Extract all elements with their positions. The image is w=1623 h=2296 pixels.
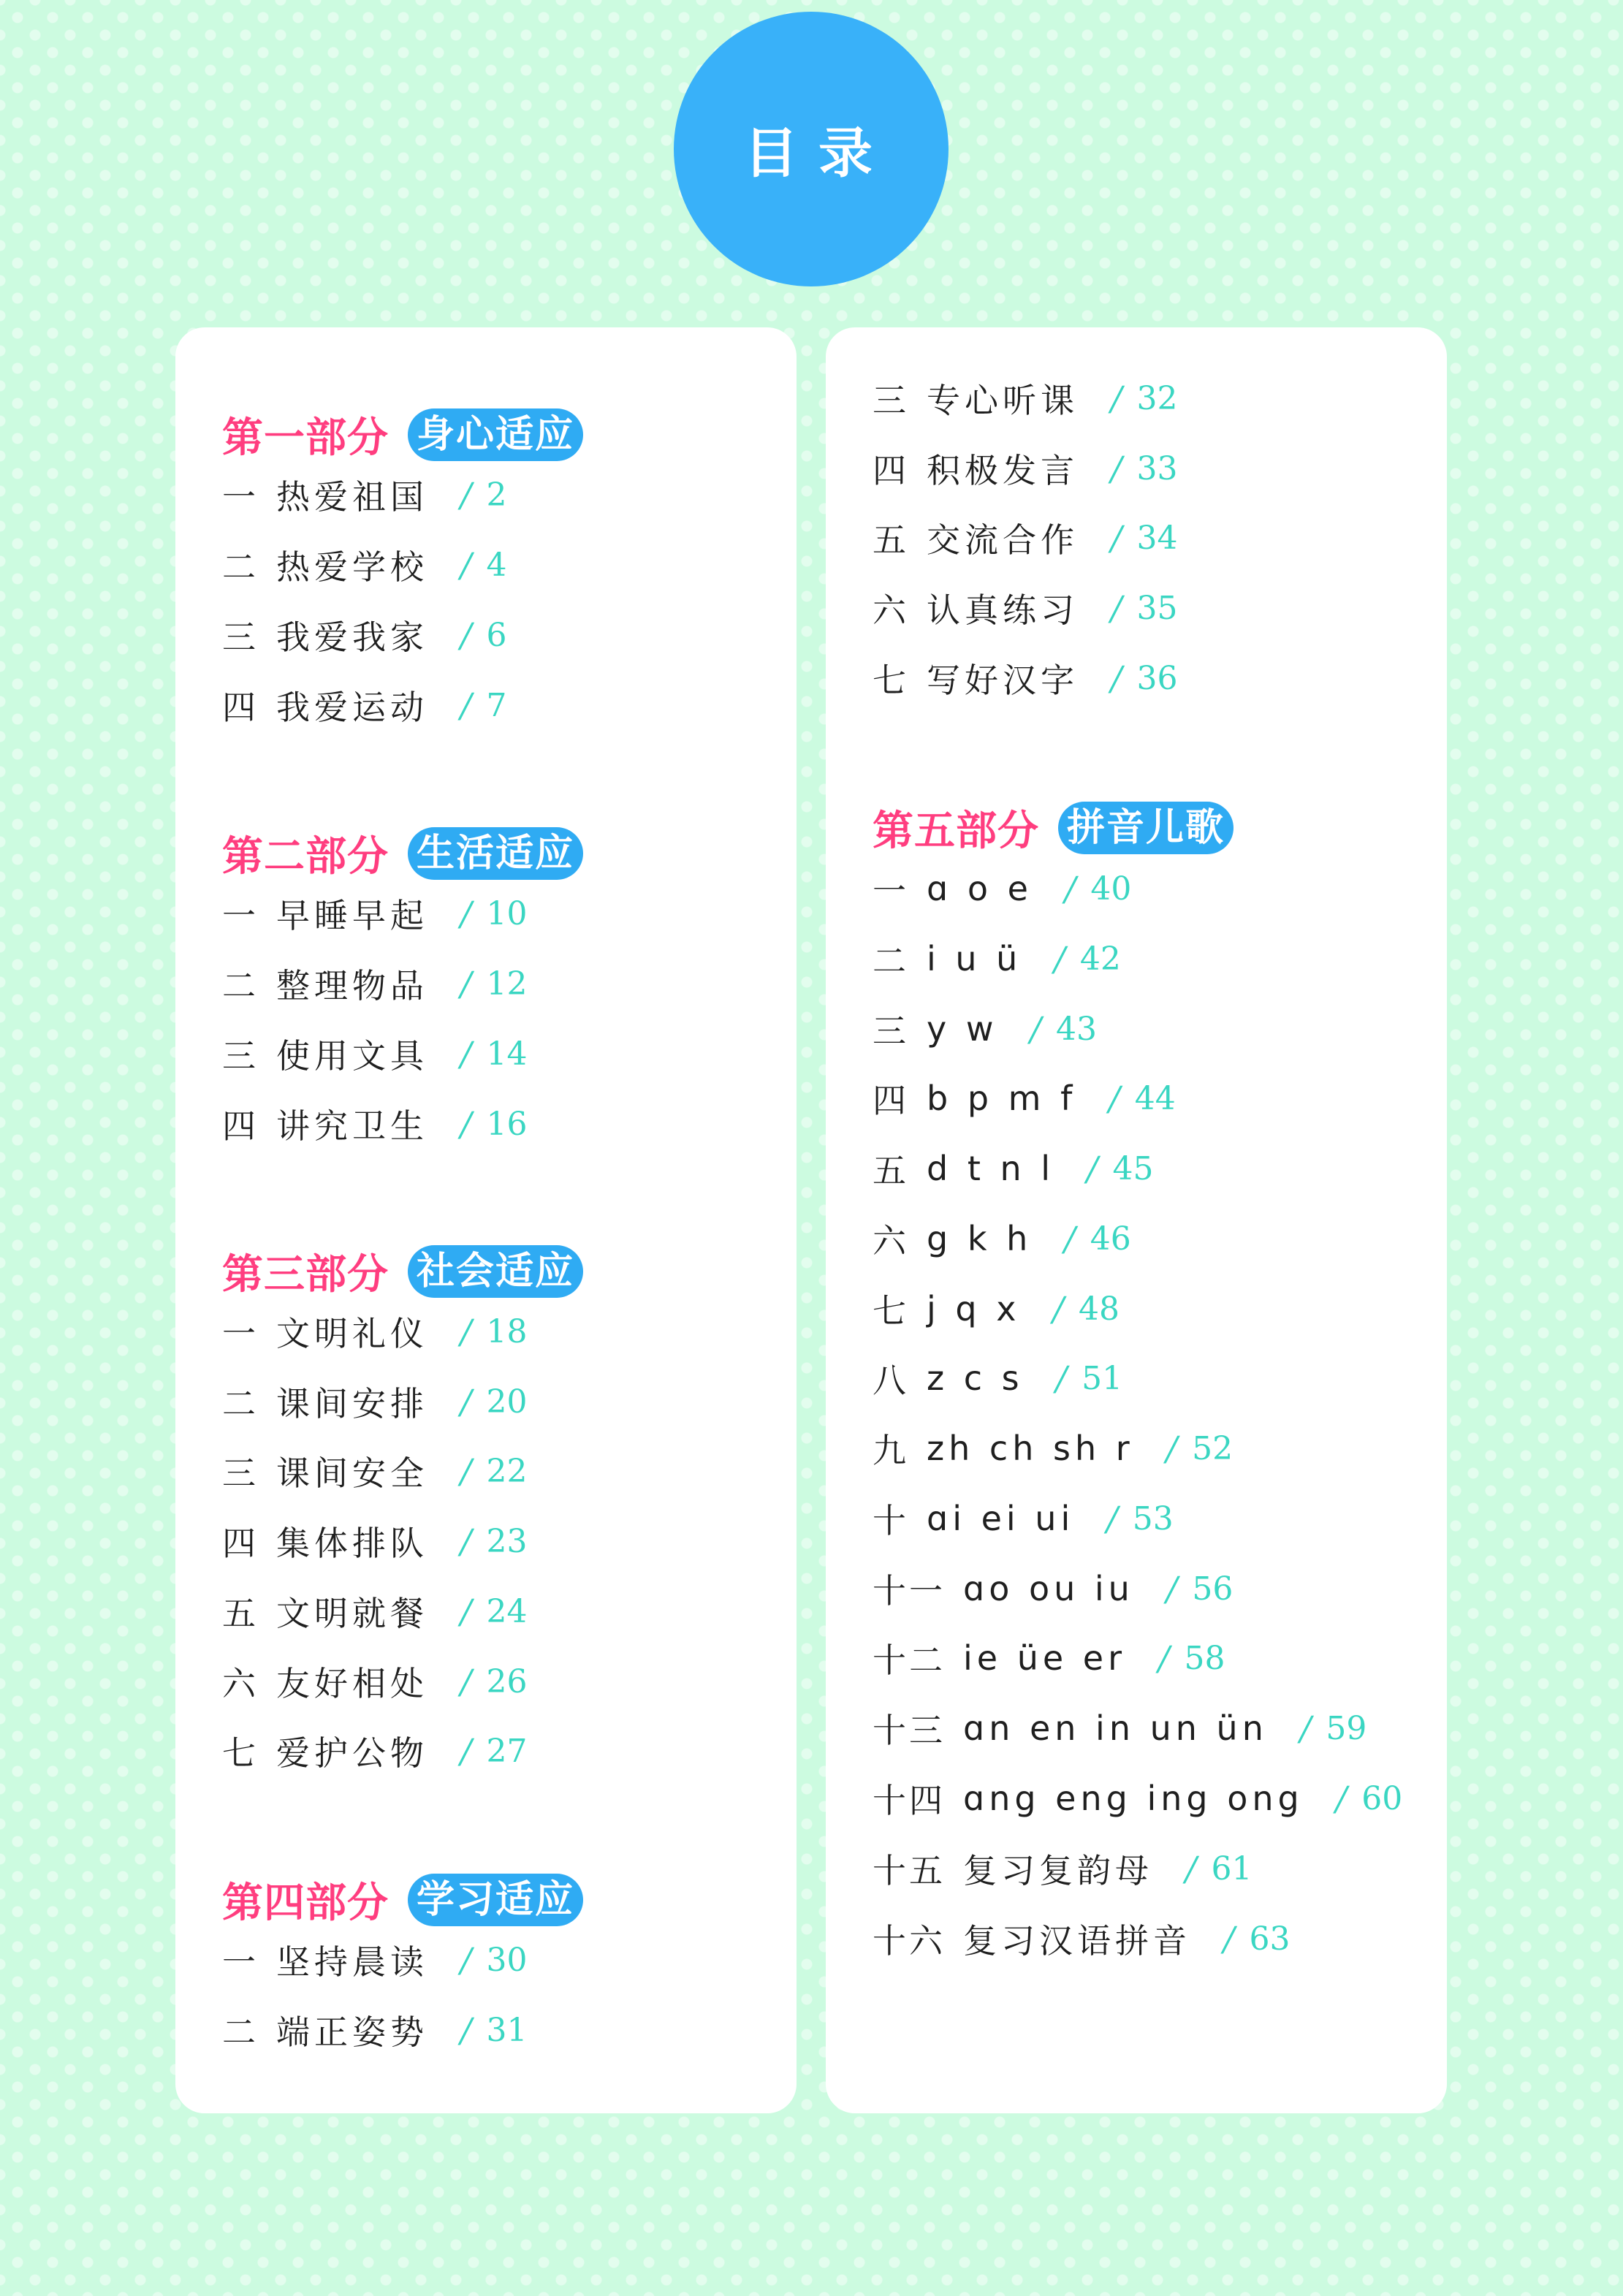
toc-item[interactable] xyxy=(222,2004,528,2056)
item-page-number: 44 xyxy=(1134,1079,1176,1117)
item-number: 六 xyxy=(873,590,909,630)
item-page-number: 7 xyxy=(486,686,507,724)
item-title: ɑ o e xyxy=(927,869,1033,908)
item-page-number: 60 xyxy=(1361,1779,1403,1817)
item-number: 四 xyxy=(873,451,909,490)
toc-item[interactable] xyxy=(873,1493,1174,1544)
toc-item[interactable] xyxy=(222,1656,528,1707)
item-page-number: 56 xyxy=(1192,1570,1234,1608)
toc-panel-right xyxy=(826,327,1447,2113)
section-header-part-4 xyxy=(222,1871,583,1929)
toc-item[interactable] xyxy=(873,1913,1291,1964)
item-page-number: 18 xyxy=(486,1312,528,1350)
item-title: 热爱学校 xyxy=(276,547,428,587)
section-header-part-1 xyxy=(222,406,583,464)
item-page-number: 46 xyxy=(1090,1220,1131,1258)
item-separator: / xyxy=(460,1731,472,1771)
toc-item[interactable] xyxy=(873,933,1121,984)
section-header-part-2 xyxy=(222,824,583,883)
toc-item[interactable] xyxy=(222,1934,528,1985)
item-number: 七 xyxy=(222,1733,259,1773)
item-title: 复习复韵母 xyxy=(963,1851,1153,1890)
item-number: 九 xyxy=(873,1431,909,1470)
toc-item[interactable] xyxy=(222,1306,528,1357)
item-number: 四 xyxy=(222,1106,259,1146)
topic-badge: 生活适应 xyxy=(408,827,583,880)
item-separator: / xyxy=(1166,1569,1178,1608)
item-title: 端正姿势 xyxy=(276,2012,428,2052)
item-separator: / xyxy=(1054,939,1065,978)
toc-item[interactable] xyxy=(222,680,507,731)
item-title: d t n l xyxy=(927,1149,1055,1188)
item-number: 十三 xyxy=(873,1711,946,1750)
item-separator: / xyxy=(1335,1779,1348,1818)
toc-item[interactable] xyxy=(873,863,1131,914)
item-title: 文明就餐 xyxy=(276,1594,428,1633)
item-number: 四 xyxy=(222,688,259,727)
item-separator: / xyxy=(460,1451,472,1491)
item-separator: / xyxy=(1111,658,1122,698)
item-separator: / xyxy=(1185,1849,1197,1888)
item-page-number: 16 xyxy=(486,1105,528,1143)
item-number: 一 xyxy=(222,1942,259,1982)
item-number: 五 xyxy=(222,1594,259,1633)
item-number: 四 xyxy=(873,1081,909,1120)
item-page-number: 45 xyxy=(1112,1149,1154,1187)
toc-item[interactable] xyxy=(873,1563,1233,1614)
item-number: 二 xyxy=(222,1384,259,1423)
part-label: 第五部分 xyxy=(873,807,1039,855)
item-page-number: 20 xyxy=(486,1383,528,1421)
item-separator: / xyxy=(1030,1009,1041,1049)
item-title: 交流合作 xyxy=(927,520,1079,560)
toc-item[interactable] xyxy=(222,1028,528,1079)
item-separator: / xyxy=(1109,1079,1120,1118)
item-separator: / xyxy=(1055,1358,1068,1398)
part-label: 第三部分 xyxy=(222,1251,389,1299)
toc-item[interactable] xyxy=(873,1353,1122,1404)
item-page-number: 43 xyxy=(1055,1010,1097,1048)
toc-item[interactable] xyxy=(222,888,528,939)
item-page-number: 34 xyxy=(1136,519,1178,557)
item-title: 集体排队 xyxy=(276,1524,428,1563)
item-number: 七 xyxy=(873,1291,909,1331)
item-number: 三 xyxy=(222,1453,259,1493)
toc-item[interactable] xyxy=(873,1773,1402,1824)
toc-item[interactable] xyxy=(873,1283,1120,1334)
item-title: g k h xyxy=(927,1219,1033,1258)
toc-item[interactable] xyxy=(873,582,1178,634)
item-title: 我爱运动 xyxy=(276,688,428,727)
section-header-part-5 xyxy=(873,799,1234,857)
item-number: 三 xyxy=(873,1011,909,1051)
item-title: 我爱我家 xyxy=(276,617,428,657)
item-separator: / xyxy=(460,1104,472,1144)
item-page-number: 12 xyxy=(486,965,528,1003)
item-number: 四 xyxy=(222,1524,259,1563)
topic-badge: 拼音儿歌 xyxy=(1058,802,1234,854)
toc-item[interactable] xyxy=(222,1376,528,1427)
item-page-number: 59 xyxy=(1326,1709,1367,1747)
item-separator: / xyxy=(460,1034,472,1073)
toc-title: 目录 xyxy=(674,12,949,286)
toc-item[interactable] xyxy=(222,1098,528,1149)
item-title: 使用文具 xyxy=(276,1036,428,1076)
item-number: 三 xyxy=(222,617,259,657)
item-separator: / xyxy=(460,615,472,655)
item-separator: / xyxy=(460,1940,472,1980)
item-separator: / xyxy=(1111,449,1122,488)
item-title: 积极发言 xyxy=(927,451,1079,490)
item-page-number: 4 xyxy=(486,546,507,584)
item-page-number: 33 xyxy=(1136,449,1178,487)
item-page-number: 14 xyxy=(486,1035,528,1073)
item-number: 一 xyxy=(222,1314,259,1353)
item-separator: / xyxy=(1166,1429,1178,1468)
item-title: 友好相处 xyxy=(276,1664,428,1703)
item-number: 二 xyxy=(222,547,259,587)
toc-item[interactable] xyxy=(222,1725,528,1776)
toc-item[interactable] xyxy=(222,1516,528,1567)
item-page-number: 36 xyxy=(1136,659,1178,697)
item-separator: / xyxy=(460,1312,472,1351)
item-page-number: 51 xyxy=(1082,1359,1123,1397)
item-separator: / xyxy=(1111,518,1122,558)
item-title: y w xyxy=(927,1009,998,1049)
item-separator: / xyxy=(1052,1289,1064,1328)
item-title: zh ch sh r xyxy=(927,1429,1134,1468)
item-separator: / xyxy=(1087,1149,1098,1188)
item-number: 一 xyxy=(222,477,259,517)
item-number: 十四 xyxy=(873,1781,946,1820)
section-header-part-3 xyxy=(222,1242,583,1301)
toc-item[interactable] xyxy=(222,609,507,661)
item-separator: / xyxy=(460,1521,472,1561)
item-number: 五 xyxy=(873,520,909,560)
item-page-number: 6 xyxy=(486,616,507,654)
item-number: 六 xyxy=(222,1664,259,1703)
item-page-number: 61 xyxy=(1211,1850,1253,1888)
toc-item[interactable] xyxy=(873,373,1178,424)
item-number: 六 xyxy=(873,1221,909,1261)
toc-item[interactable] xyxy=(222,469,507,520)
item-title: 爱护公物 xyxy=(276,1733,428,1773)
item-title: 坚持晨读 xyxy=(276,1942,428,1982)
part-label: 第二部分 xyxy=(222,833,389,881)
topic-badge: 身心适应 xyxy=(408,408,583,461)
item-separator: / xyxy=(460,1662,472,1701)
item-page-number: 31 xyxy=(486,2011,528,2049)
item-title: 写好汉字 xyxy=(927,661,1079,700)
item-separator: / xyxy=(460,475,472,514)
item-title: i u ü xyxy=(927,939,1022,978)
item-page-number: 24 xyxy=(486,1592,528,1630)
toc-item[interactable] xyxy=(222,1586,528,1637)
item-page-number: 32 xyxy=(1136,379,1178,417)
part-label: 第一部分 xyxy=(222,414,389,462)
toc-item[interactable] xyxy=(873,1423,1233,1474)
item-title: ie üe er xyxy=(963,1638,1126,1678)
item-separator: / xyxy=(460,685,472,725)
item-page-number: 10 xyxy=(486,894,528,932)
toc-item[interactable] xyxy=(873,1143,1154,1194)
topic-badge: 社会适应 xyxy=(408,1245,583,1298)
toc-item[interactable] xyxy=(873,1843,1253,1894)
item-page-number: 53 xyxy=(1132,1499,1174,1537)
item-separator: / xyxy=(460,545,472,585)
item-separator: / xyxy=(460,1382,472,1421)
item-title: 专心听课 xyxy=(927,381,1079,420)
item-separator: / xyxy=(1223,1919,1235,1958)
item-page-number: 26 xyxy=(486,1662,528,1700)
item-separator: / xyxy=(1111,379,1122,418)
item-page-number: 23 xyxy=(486,1522,528,1560)
toc-item[interactable] xyxy=(873,1703,1367,1754)
toc-item[interactable] xyxy=(873,1003,1097,1054)
item-number: 五 xyxy=(873,1151,909,1190)
item-number: 二 xyxy=(222,2012,259,2052)
item-title: ɑn en in un ün xyxy=(963,1708,1268,1748)
item-separator: / xyxy=(1111,588,1122,628)
topic-badge: 学习适应 xyxy=(408,1874,583,1926)
item-page-number: 48 xyxy=(1078,1290,1120,1328)
item-number: 七 xyxy=(873,661,909,700)
item-title: z c s xyxy=(927,1358,1024,1398)
item-separator: / xyxy=(1158,1638,1170,1678)
item-page-number: 52 xyxy=(1192,1429,1234,1467)
item-separator: / xyxy=(1299,1708,1312,1748)
item-title: 热爱祖国 xyxy=(276,477,428,517)
toc-item[interactable] xyxy=(873,512,1178,563)
toc-item[interactable] xyxy=(873,1213,1131,1264)
item-separator: / xyxy=(460,964,472,1003)
item-title: 认真练习 xyxy=(927,590,1079,630)
item-title: 整理物品 xyxy=(276,966,428,1006)
item-separator: / xyxy=(1106,1499,1118,1538)
item-number: 一 xyxy=(873,871,909,911)
item-page-number: 30 xyxy=(486,1941,528,1979)
item-title: j q x xyxy=(927,1289,1021,1328)
item-number: 一 xyxy=(222,896,259,935)
item-number: 三 xyxy=(222,1036,259,1076)
toc-item[interactable] xyxy=(222,539,507,590)
item-page-number: 27 xyxy=(486,1732,528,1770)
item-separator: / xyxy=(1064,1219,1076,1258)
item-title: 课间安排 xyxy=(276,1384,428,1423)
item-page-number: 2 xyxy=(486,476,507,514)
item-separator: / xyxy=(460,2010,472,2050)
item-title: 文明礼仪 xyxy=(276,1314,428,1353)
part-label: 第四部分 xyxy=(222,1879,389,1927)
item-title: 复习汉语拼音 xyxy=(963,1921,1191,1961)
item-page-number: 40 xyxy=(1090,870,1132,908)
item-number: 十一 xyxy=(873,1571,946,1611)
item-number: 十五 xyxy=(873,1851,946,1890)
toc-item[interactable] xyxy=(873,1632,1225,1684)
item-page-number: 58 xyxy=(1184,1639,1225,1677)
item-number: 二 xyxy=(873,941,909,981)
toc-panel-left xyxy=(175,327,797,2113)
item-number: 十六 xyxy=(873,1921,946,1961)
toc-item[interactable] xyxy=(222,958,528,1009)
item-title: ɑi ei ui xyxy=(927,1499,1075,1538)
item-page-number: 22 xyxy=(486,1452,528,1490)
item-title: ɑng eng ing ong xyxy=(963,1779,1304,1818)
item-page-number: 35 xyxy=(1136,589,1178,627)
item-number: 三 xyxy=(873,381,909,420)
item-separator: / xyxy=(1064,869,1076,908)
item-title: b p m f xyxy=(927,1079,1077,1118)
item-page-number: 63 xyxy=(1249,1920,1291,1958)
toc-item[interactable] xyxy=(873,653,1178,704)
item-title: 早睡早起 xyxy=(276,896,428,935)
toc-item[interactable] xyxy=(222,1445,528,1497)
toc-item[interactable] xyxy=(873,443,1178,494)
item-separator: / xyxy=(460,1592,472,1631)
item-title: 讲究卫生 xyxy=(276,1106,428,1146)
item-number: 八 xyxy=(873,1361,909,1400)
item-number: 十 xyxy=(873,1501,909,1540)
item-number: 二 xyxy=(222,966,259,1006)
toc-item[interactable] xyxy=(873,1073,1176,1124)
item-page-number: 42 xyxy=(1079,940,1121,978)
item-title: 课间安全 xyxy=(276,1453,428,1493)
item-title: ɑo ou iu xyxy=(963,1569,1134,1608)
item-number: 十二 xyxy=(873,1641,946,1680)
item-separator: / xyxy=(460,894,472,933)
